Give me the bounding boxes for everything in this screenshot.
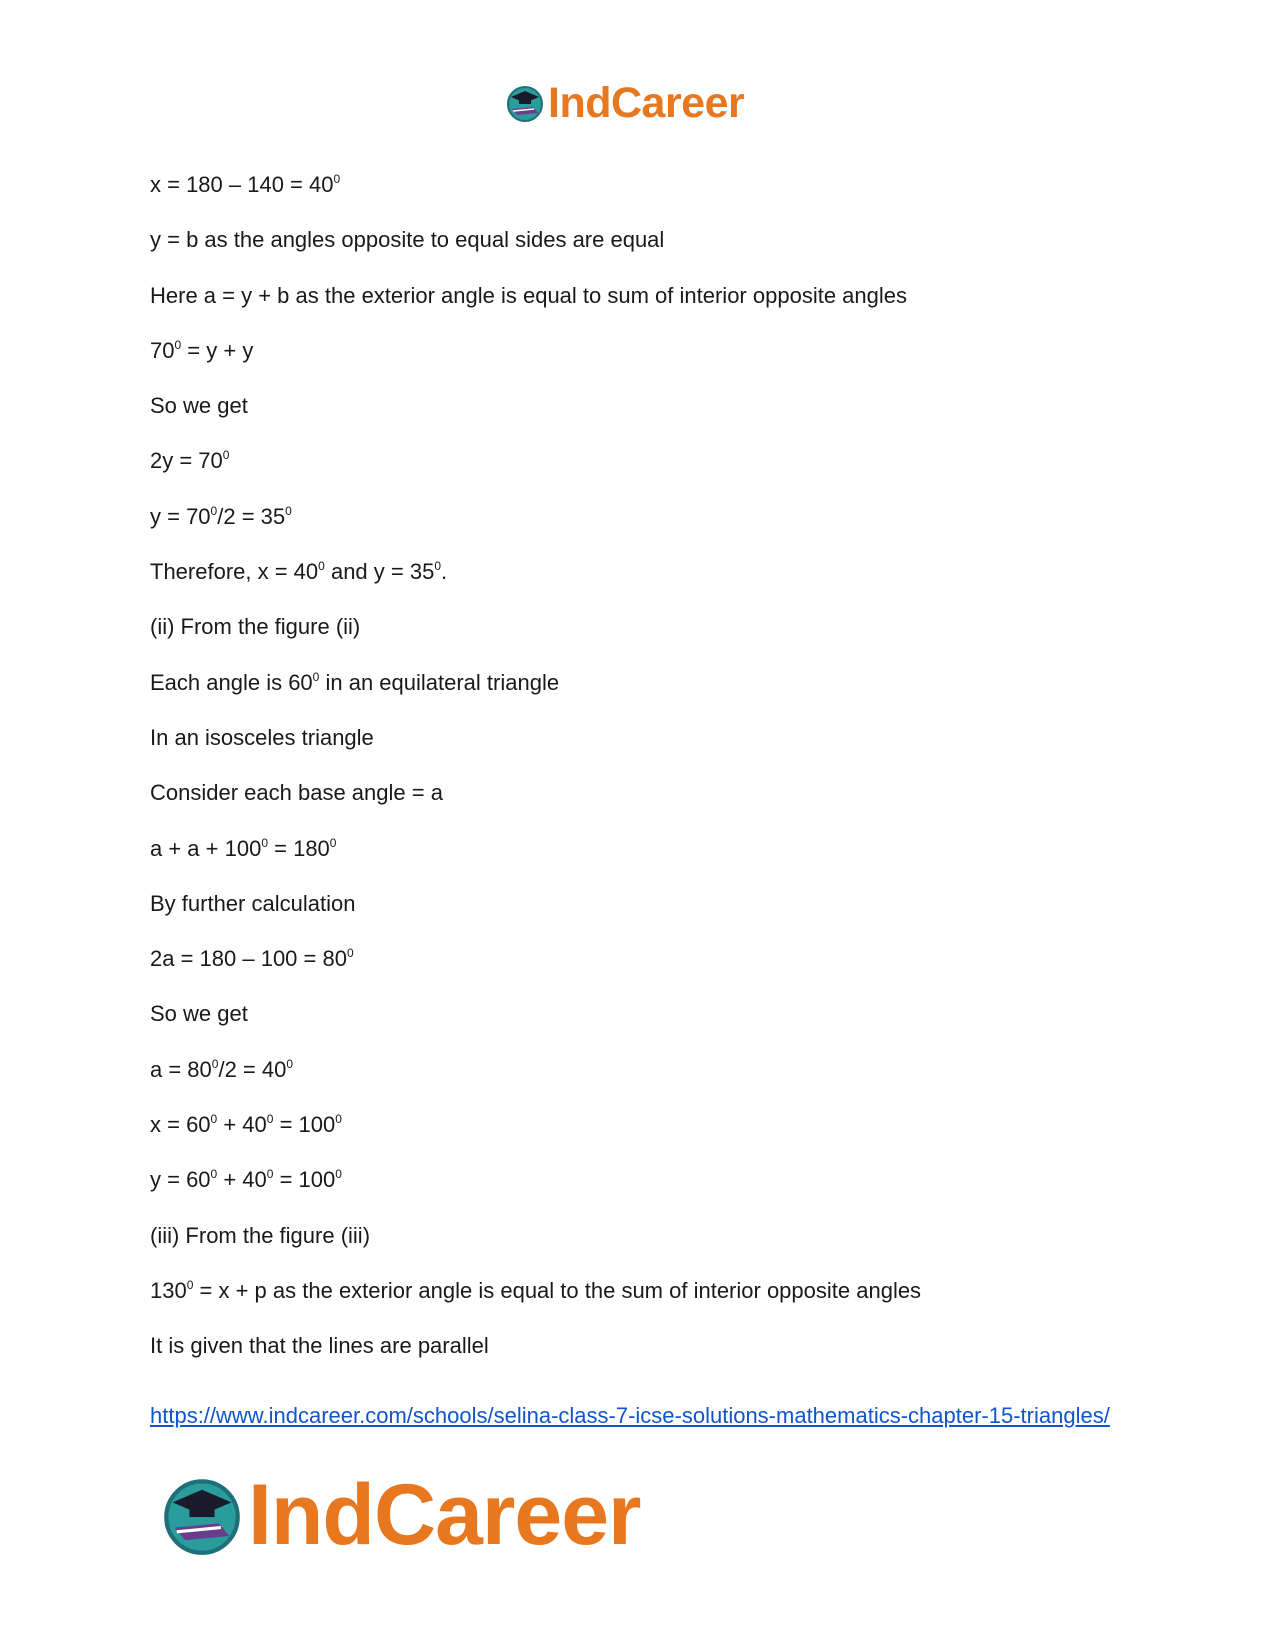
text-line: [150, 836, 1130, 862]
text-run: Consider each base angle = a: [150, 780, 443, 806]
text-run: a + a + 100: [150, 835, 262, 861]
brand-name: IndCareer: [548, 78, 745, 127]
degree-superscript: 0: [186, 1277, 194, 1292]
degree-superscript: 0: [210, 503, 218, 518]
text-run: + 40: [217, 1112, 267, 1138]
text-run: + 40: [217, 1167, 267, 1193]
text-run: Here a = y + b as the exterior angle is equal to sum of interior opposite angles: [150, 282, 907, 308]
text-run: = x + p as the exterior angle is equal to the sum of interior opposite angles: [193, 1277, 922, 1303]
text-run: It is given that the lines are parallel: [150, 1333, 489, 1359]
degree-superscript: 0: [266, 1167, 274, 1182]
text-line: [150, 1167, 1130, 1193]
text-run: 130: [150, 1277, 187, 1303]
degree-superscript: 0: [333, 172, 341, 186]
text-run: a = 80: [150, 1056, 212, 1082]
footer-logo: [160, 1467, 641, 1563]
text-line: [150, 725, 1130, 751]
text-line: [150, 780, 1130, 806]
degree-superscript: 0: [286, 1056, 294, 1071]
text-run: and y = 35: [324, 559, 435, 585]
text-line: [150, 227, 1130, 253]
graduation-cap-book-globe-icon: [160, 1473, 244, 1557]
degree-superscript: 0: [329, 835, 337, 850]
text-run: (iii) From the figure (iii): [150, 1222, 371, 1248]
text-run: .: [441, 559, 448, 585]
text-run: y = b as the angles opposite to equal sides are equal: [150, 227, 665, 253]
text-line: [150, 946, 1130, 972]
text-run: = 180: [268, 835, 330, 861]
degree-superscript: 0: [210, 1112, 218, 1127]
degree-superscript: 0: [261, 835, 269, 850]
text-line: [150, 670, 1130, 696]
text-run: = y + y: [181, 337, 254, 363]
degree-superscript: 0: [346, 946, 354, 961]
graduation-cap-book-globe-icon: [505, 83, 545, 123]
degree-superscript: 0: [285, 503, 292, 518]
degree-superscript: 0: [210, 1167, 218, 1182]
text-run: 70: [150, 337, 175, 363]
text-line: [150, 504, 1130, 530]
degree-superscript: 0: [318, 559, 325, 574]
text-line: [150, 1057, 1130, 1083]
text-run: x = 180 – 140 = 40: [150, 172, 334, 197]
text-line: [150, 393, 1130, 419]
text-line: [150, 172, 1130, 198]
text-run: y = 60: [150, 1167, 211, 1193]
text-line: [150, 1001, 1130, 1027]
text-run: Therefore, x = 40: [150, 559, 319, 585]
text-run: So we get: [150, 393, 248, 419]
source-link[interactable]: https://www.indcareer.com/schools/selina-class-7-icse-solutions-mathematics-chapter-15-triangles/: [150, 1403, 1110, 1428]
degree-superscript: 0: [266, 1112, 274, 1127]
text-line: [150, 1333, 1130, 1359]
text-run: x = 60: [150, 1112, 211, 1138]
text-run: 2y = 70: [150, 448, 223, 474]
text-run: (ii) From the figure (ii): [150, 614, 361, 640]
text-run: = 100: [273, 1112, 336, 1138]
degree-superscript: 0: [335, 1112, 342, 1127]
text-line: [150, 891, 1130, 917]
text-run: y = 70: [150, 503, 211, 529]
text-run: By further calculation: [150, 890, 356, 916]
degree-superscript: 0: [211, 1056, 219, 1071]
text-run: /2 = 40: [218, 1056, 287, 1082]
text-line: [150, 1278, 1130, 1304]
footer-brand-name: IndCareer: [248, 1467, 641, 1563]
text-run: Each angle is 60: [150, 669, 313, 695]
text-run: = 100: [273, 1167, 336, 1193]
degree-superscript: 0: [434, 559, 442, 574]
text-run: In an isosceles triangle: [150, 724, 374, 750]
text-line: [150, 283, 1130, 309]
header-logo: [505, 78, 744, 128]
degree-superscript: 0: [335, 1167, 342, 1182]
text-line: [150, 338, 1130, 364]
text-line: [150, 559, 1130, 585]
degree-superscript: 0: [174, 337, 182, 352]
text-line: [150, 614, 1130, 640]
text-run: 2a = 180 – 100 = 80: [150, 946, 347, 972]
text-run: in an equilateral triangle: [319, 669, 560, 695]
text-line: [150, 1112, 1130, 1138]
text-line: [150, 1223, 1130, 1249]
degree-superscript: 0: [222, 448, 230, 463]
text-run: /2 = 35: [217, 503, 286, 529]
degree-superscript: 0: [312, 669, 320, 684]
text-line: [150, 448, 1130, 474]
text-run: So we get: [150, 1001, 248, 1027]
document-body: [150, 172, 1130, 1389]
